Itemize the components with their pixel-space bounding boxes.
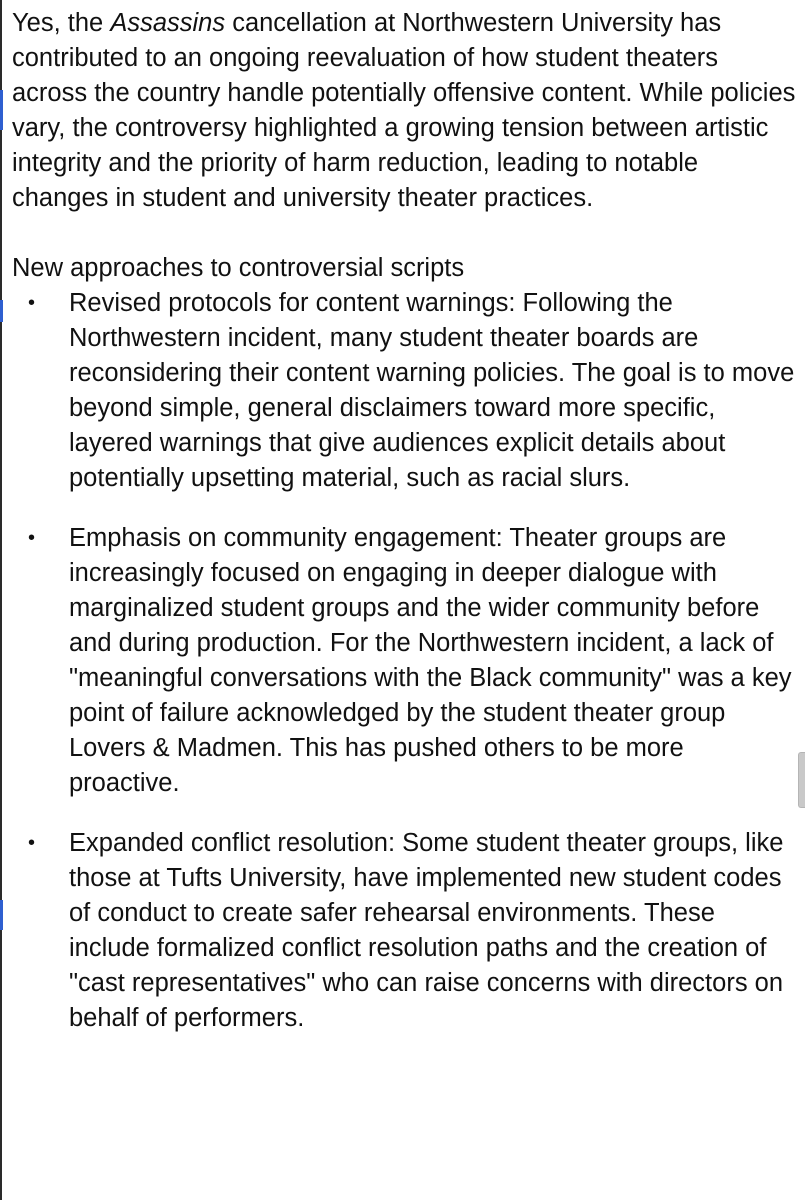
- section-heading: New approaches to controversial scripts: [12, 254, 465, 282]
- paragraph-spacer: [12, 216, 797, 251]
- list-item-text: Revised protocols for content warnings: Following the Northwestern incident, many student theater boards are reconsidering their content warning policies. The goal is to move beyond simple, general disclaimers toward more specific, layered warnings that give audiences explicit details about potentially upsetting material, such as racial slurs.: [69, 289, 795, 492]
- bullet-icon: •: [28, 832, 36, 854]
- list-item-text: Expanded conflict resolution: Some student theater groups, like those at Tufts University, have implemented new student codes of conduct to create safer rehearsal environments. These include formalized conflict resolution paths and the creation of "cast representatives" who can raise concerns with directors on behalf of performers.: [69, 829, 784, 1032]
- edge-accent-mark: [0, 90, 3, 130]
- intro-paragraph: [12, 6, 797, 216]
- document-body: [12, 6, 797, 1061]
- edge-accent-mark: [0, 900, 3, 930]
- list-item: [12, 521, 797, 801]
- bullet-icon: •: [28, 292, 36, 314]
- bullet-icon: •: [28, 527, 36, 549]
- window-left-edge: [0, 0, 2, 1200]
- intro-text-rest: cancellation at Northwestern University has contributed to an ongoing reevaluation of how student theaters across the country handle potentially offensive content. While policies vary, the controversy highlighted a growing tension between artistic integrity and the priority of harm reduction, leading to notable changes in student and university theater practices.: [12, 9, 796, 212]
- list-item: [12, 826, 797, 1036]
- scrollbar-thumb[interactable]: [798, 752, 805, 808]
- list-item-text: Emphasis on community engagement: Theater groups are increasingly focused on engaging in deeper dialogue with marginalized student groups and the wider community before and during production. For the Northwestern incident, a lack of "meaningful conversations with the Black community" was a key point of failure acknowledged by the student theater group Lovers & Madmen. This has pushed others to be more proactive.: [69, 524, 792, 797]
- intro-text-start: Yes, the: [12, 9, 111, 37]
- play-title: Assassins: [110, 9, 226, 37]
- list-item: [12, 286, 797, 496]
- edge-accent-mark: [0, 300, 3, 322]
- bullet-list: [12, 286, 797, 1036]
